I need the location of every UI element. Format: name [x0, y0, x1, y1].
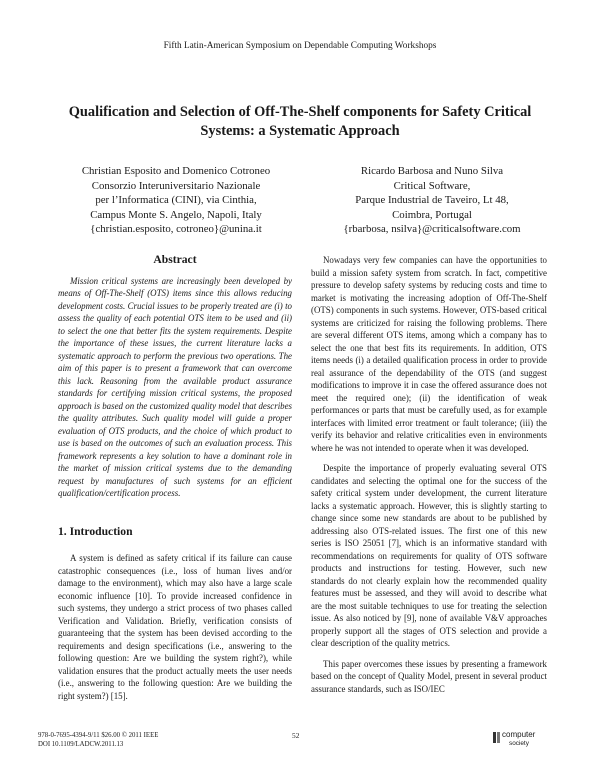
- author-line: Consorzio Interuniversitario Nazionale: [91, 179, 261, 192]
- author-line: Christian Esposito and Domenico Cotroneo: [81, 165, 271, 177]
- paper-title: [40, 103, 560, 141]
- logo-word-society: society: [509, 740, 529, 747]
- body-paragraph: Nowadays very few companies can have the opportunities to build a mission safety system from scratch. In fact, competitive pressure to develop safety systems by reducing costs and time to market is motivating the increasing adoption of Off-The-Shelf (OTS) components in such systems. However, OTS-based critical systems are criticized for raising the following problems. There are several different OTS items, among which a company has to select the one that best fits its requirements. In addition, OTS items needs (i) a detailed qualification process in order to provide real assurance of the dependability of the OTS (and suggest modifications to improve it in case the offered assurance does not meet the required one); (ii) the identification of weak performances or parts that must be carefully used, as for example interfaces with limited error treatment or fault tolerance; (iii) the verify its behavior and relative criticalities even in environments where he was not intended to operate when it was developed.: [311, 255, 547, 453]
- title-line-2: Systems: a Systematic Approach: [200, 123, 400, 139]
- logo-mark-icon: [493, 732, 496, 743]
- running-header: Fifth Latin-American Symposium on Dependable Computing Workshops: [163, 41, 437, 51]
- body-paragraph: Despite the importance of properly evaluating several OTS candidates and selecting the optimal one for the success of the safety critical system under development, the current literature lacks a systematic approach. However, this is slightly starting to change since some new standards are about to be published by addressing also OTS-related issues. The first one of this new series is ISO 25051 [7], which is an informative standard with recommendations on requirements for quality of OTS software products and instructions for testing. However, such new standards do not clearly explain how the recommended quality features must be assessed, and they will avoid to describe what are the most suitable techniques to use for treating the selection issue. As also noticed by [9], none of available V&V approaches properly support all the stages of OTS selection and provide a clear description of the quality metrics.: [311, 463, 547, 648]
- logo-mark-icon: [497, 732, 500, 743]
- author-line: Critical Software,: [393, 179, 471, 192]
- footer-doi: DOI 10.1109/LADCW.2011.13: [38, 741, 124, 749]
- author-line: Campus Monte S. Angelo, Napoli, Italy: [90, 208, 262, 221]
- footer-copyright: [38, 731, 158, 750]
- footer-isbn: 978-0-7695-4394-9/11 $26.00 © 2011 IEEE: [38, 732, 159, 739]
- abstract-heading: Abstract: [153, 253, 197, 266]
- author-line: Ricardo Barbosa and Nuno Silva: [360, 165, 504, 177]
- computer-society-logo: [487, 727, 547, 759]
- author-block-right: [316, 164, 548, 237]
- right-column: [311, 254, 547, 695]
- author-email: {rbarbosa, nsilva}@criticalsoftware.com: [343, 223, 521, 236]
- page-number: 52: [292, 731, 300, 740]
- intro-paragraph: A system is defined as safety critical if its failure can cause catastrophic consequences (i.e., loss of human lives and/or damage to the environment), which may also have a large scale economic influence [10]. To provide increased confidence in such systems, they undergo a strict process of two phases called Verification and Validation. Briefly, verification consists of guaranteeing that the system has been devised according to the requirements and design specifications (i.e., answering to the following question: Are we building the system right?), while validation ensures that the product actually meets the user needs (i.e., answering to the following question: Are we building the right system?) [15].: [58, 553, 292, 701]
- body-paragraph: This paper overcomes these issues by presenting a framework based on the concept of Quality Model, present in several product assurance standards, such as ISO/IEC: [311, 658, 547, 694]
- author-line: per l’Informatica (CINI), via Cinthia,: [95, 194, 257, 207]
- author-email: {christian.esposito, cotroneo}@unina.it: [90, 223, 262, 236]
- introduction-heading: 1. Introduction: [58, 524, 133, 538]
- author-line: Parque Industrial de Taveiro, Lt 48,: [355, 194, 509, 207]
- title-line-1: Qualification and Selection of Off-The-Shelf components for Safety Critical: [68, 104, 532, 120]
- author-line: Coimbra, Portugal: [392, 208, 472, 221]
- author-block-left: [66, 164, 286, 237]
- left-column: [58, 254, 292, 702]
- abstract-text: Mission critical systems are increasingly been developed by means of Off-The-Shelf (OTS) items since this allows reducing development costs. Crucial issues to be properly treated are (i) to assess the quality of each potential OTS item to be used and (ii) to select the one that better fits the system requirements. Despite the importance of these issues, the current literature lacks a systematic approach to perform the previous two operations. The aim of this paper is to present a framework that can overcome this lack. Reasoning from the available product assurance standards for certifying mission critical systems, the proposed approach is based on the customized quality model that describes the quality attributes. Such quality model will guide a proper evaluation of OTS products, and the choice of which product to use is based on the outcomes of such an evaluation process. This framework represents a key solution to have a dominant role in the market of mission critical systems due to the demanding request by manufactures of such systems for an efficient qualification/certification process.: [58, 275, 292, 498]
- logo-word-computer: computer: [502, 730, 536, 739]
